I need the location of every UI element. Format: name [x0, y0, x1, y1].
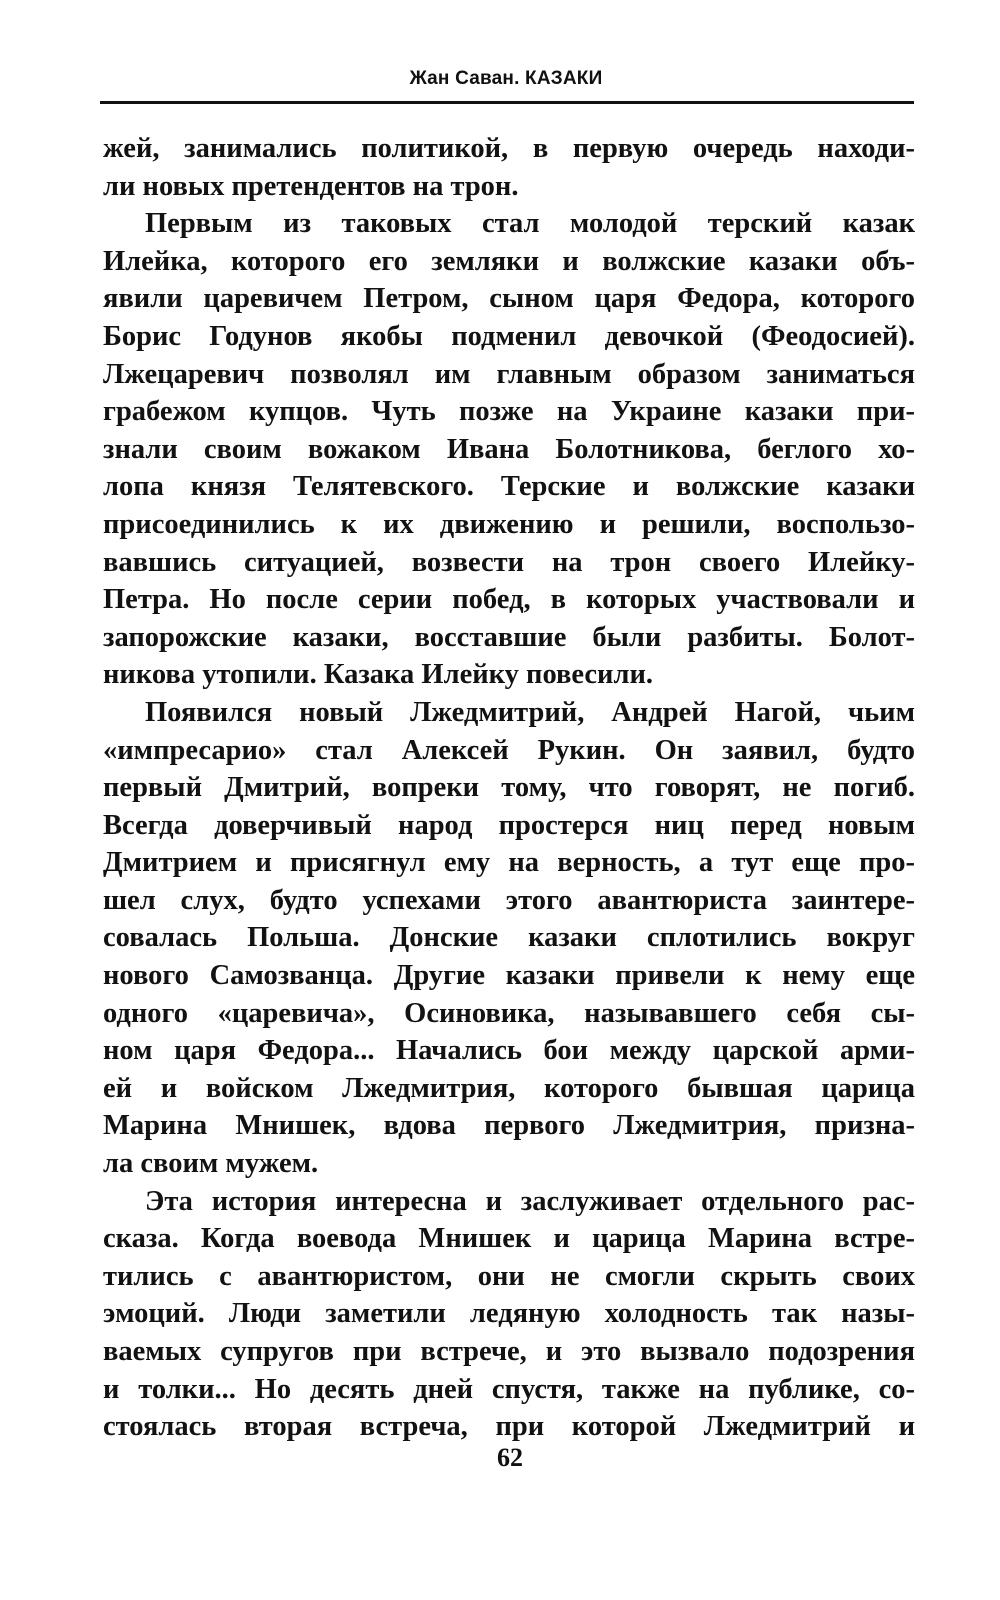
text-line: Дмитрием и присягнул ему на верность, а тут еще про- [103, 847, 915, 879]
paragraph-start-line: Эта история интересна и заслуживает отдельного рас- [145, 1185, 915, 1217]
text-line: Илейка, которого его земляки и волжские казаки объ- [103, 245, 915, 277]
text-line: ей и войском Лжедмитрия, которого бывшая царица [103, 1072, 915, 1104]
text-line: знали своим вожаком Ивана Болотникова, беглого хо- [103, 433, 915, 465]
text-line: явили царевичем Петром, сыном царя Федора, которого [103, 283, 915, 315]
text-line: запорожские казаки, восставшие были разбиты. Болот- [103, 621, 915, 653]
text-line: совалась Польша. Донские казаки сплотились вокруг [103, 922, 915, 954]
body-text [103, 130, 915, 1446]
text-line: и толки... Но десять дней спустя, также на публике, со- [103, 1373, 915, 1405]
paragraph-start-line: Появился новый Лжедмитрий, Андрей Нагой, чьим [145, 696, 915, 728]
text-line: присоединились к их движению и решили, воспользо- [103, 508, 915, 540]
text-line: Марина Мнишек, вдова первого Лжедмитрия, призна- [103, 1110, 915, 1142]
page-number: 62 [497, 1443, 523, 1472]
text-line: Борис Годунов якобы подменил девочкой (Феодосией). [103, 320, 915, 352]
text-line: нового Самозванца. Другие казаки привели к нему еще [103, 960, 915, 992]
text-line: ном царя Федора... Начались бои между царской арми- [103, 1035, 915, 1067]
text-line: жей, занимались политикой, в первую очередь находи- [103, 133, 915, 164]
text-line: лопа князя Телятевского. Терские и волжские казаки [103, 471, 915, 503]
text-line: шел слух, будто успехами этого авантюриста заинтере- [103, 884, 915, 916]
text-line: первый Дмитрий, вопреки тому, что говорят, не погиб. [103, 772, 915, 804]
running-header: Жан Саван. КАЗАКИ [409, 68, 603, 89]
paragraph-start-line: Первым из таковых стал молодой терский казак [145, 208, 915, 240]
text-line: никова утопили. Казака Илейку повесили. [103, 659, 654, 691]
text-line: одного «царевича», Осиновика, называвшего себя сы- [103, 997, 915, 1029]
text-line: грабежом купцов. Чуть позже на Украине казаки при- [103, 396, 915, 428]
text-line: ваемых супругов при встрече, и это вызвало подозрения [103, 1336, 915, 1367]
text-line: вавшись ситуацией, возвести на трон своего Илейку- [103, 546, 915, 578]
text-line: эмоций. Люди заметили ледяную холодность так назы- [103, 1298, 915, 1330]
text-line: сказа. Когда воевода Мнишек и царица Марина встре- [103, 1223, 915, 1255]
text-line: стоялась вторая встреча, при которой Лжедмитрий и [103, 1411, 915, 1443]
text-line: тились с авантюристом, они не смогли скрыть своих [103, 1260, 915, 1292]
text-line: Петра. Но после серии побед, в которых участвовали и [103, 584, 915, 616]
text-line: «импресарио» стал Алексей Рукин. Он заявил, будто [103, 734, 915, 766]
header-rule [100, 101, 914, 104]
text-line: Всегда доверчивый народ простерся ниц перед новым [103, 809, 915, 841]
text-line: Лжецаревич позволял им главным образом заниматься [103, 358, 915, 390]
text-line: ли новых претендентов на трон. [103, 170, 519, 202]
text-line: ла своим мужем. [103, 1148, 319, 1180]
